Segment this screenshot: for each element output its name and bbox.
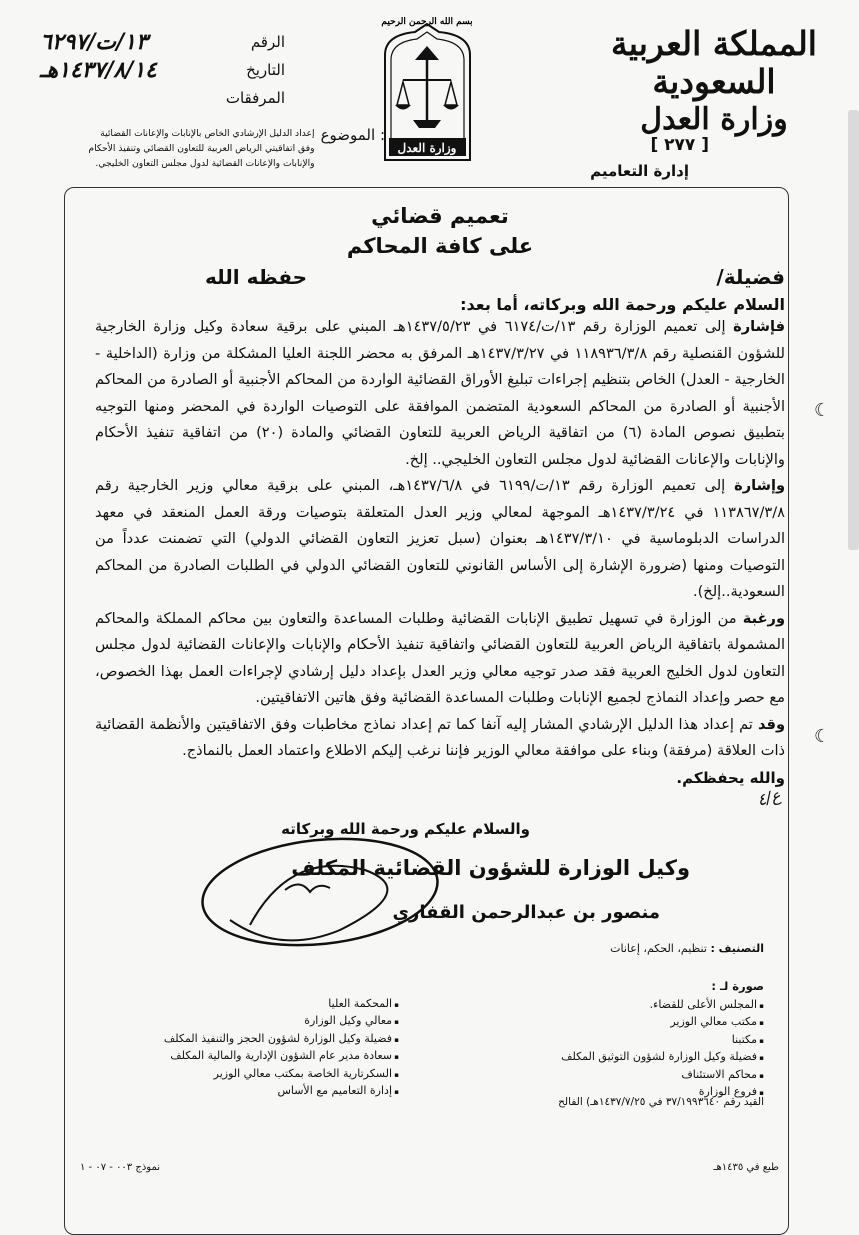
record-reference: القيد رقم ٣٧/١٩٩٣٦٤٠ في ١٤٣٧/٧/٢٥هـ) الفالح (558, 1096, 764, 1108)
paragraph-1 (95, 314, 785, 473)
signatory-name: منصور بن عبدالرحمن القفاري (392, 902, 660, 923)
list-item: ▪ مكتب معالي الوزير (464, 1014, 764, 1032)
subject-text: إعداد الدليل الإرشادي الخاص بالإنابات والإعانات القضائية وفق اتفاقيتي الرياض العربية للتعاون القضائي وتنفيذ الأحكام والإنابات والإعانات القضائية لدول مجلس التعاون الخليجي. (88, 128, 315, 169)
paragraph-4-lead: وقد (757, 715, 786, 733)
page-edge (848, 110, 859, 550)
letter-body (95, 195, 785, 787)
greeting: السلام عليكم ورحمة الله وبركاته، أما بعد: (460, 295, 785, 314)
title-line-1: تعميم قضائي (371, 204, 509, 228)
paragraph-1-text: إلى تعميم الوزارة رقم ١٣/ت/٦١٧٤ في ١٤٣٧/٥/٢٣هـ المبني على برقية سعادة وكيل وزارة الخارجية للشؤون القنصلية رقم ١١٨٩٣٦/٣/٨ في ١٤٣٧/٣/٢٧هـ المرفق به محضر اللجنة العليا المشكلة من وزارة (الداخلية - الخارجية - العدل) الخاص بتنظيم إجراءات تبليغ الأوراق القضائية الواردة من المحاكم الأجنبية أو الصادرة من المحاكم الأجنبية أو الصادرة من المحاكم السعودية المتضمن الموافقة على التوصيات الواردة في المحضر ومنها التوجيه بتطبيق نصوص المادة (٦) من اتفاقية الرياض العربية للتعاون القضائي والمادة (٢٠) من اتفاقية تنفيذ الأحكام والإنابات والإعانات القضائية لدول مجلس التعاون الخليجي.. إلخ. (95, 318, 786, 468)
signature-scribble-icon (190, 830, 450, 960)
classification-label: التصنيف : (710, 942, 764, 955)
list-item: ▪ إدارة التعاميم مع الأساس (119, 1083, 399, 1101)
circular-title (95, 201, 785, 261)
paragraph-2 (95, 473, 785, 606)
circular-number: [ ٢٧٧ ] (650, 135, 709, 155)
copies-left-list (119, 978, 399, 1101)
title-line-2: على كافة المحاكم (346, 234, 534, 258)
date-row (40, 56, 285, 84)
attachments-label: المرفقات (225, 89, 285, 107)
crescent-icon: ☾ (814, 400, 831, 421)
emblem-caption: وزارة العدل (397, 141, 457, 155)
classification (610, 942, 764, 955)
reference-row (40, 28, 285, 56)
reference-value: ١٣/ت/٦٢٩٧ (40, 29, 148, 55)
classification-value: تنظيم، الحكم، إعانات (610, 942, 707, 955)
salutation: فضيلة/ (716, 265, 785, 289)
paragraph-1-lead: فإشارة (733, 318, 786, 335)
salutation-end: حفظه الله (205, 265, 308, 289)
subject-label: الموضوع : (320, 126, 385, 144)
signature-peace: والسلام عليكم ورحمة الله وبركاته (281, 820, 530, 838)
list-item: ▪ المحكمة العليا (119, 996, 399, 1014)
crescent-icon: ☾ (814, 726, 831, 747)
salutation-row (95, 265, 785, 289)
reference-label: الرقم (250, 33, 285, 51)
kingdom-name: المملكة العربية السعودية (611, 24, 817, 101)
letterhead (0, 0, 859, 190)
paragraph-2-text: إلى تعميم الوزارة رقم ١٣/ت/٦١٩٩ في ١٤٣٧/٦/٨هـ، المبني على برقية معالي وزير الخارجية رقم ١١٣٨٦٧/٣/٨ في ١٤٣٧/٣/٢٤هـ الموجهة لمعالي وزير العدل المتعلقة بتوصيات ورقة العمل المنعقد في معهد الدراسات الدبلوماسية في ١٤٣٧/٣/١٠هـ بعنوان (سبل تعزيز التعاون القضائي الدولي) التي تضمنت عدداً من التوصيات ومنها (ضرورة الإشارة إلى الأساس القانوني للتعاون القضائي الدولي في الطلبات الصادرة من المحاكم السعودية..إلخ). (95, 477, 786, 600)
paragraph-3-text: من الوزارة في تسهيل تطبيق الإنابات القضائية وطلبات المساعدة والتعاون بين محاكم المملكة والمحاكم المشمولة باتفاقية الرياض العربية للتعاون القضائي واتفاقية تنفيذ الأحكام والإنابات والإعانات القضائية لدول مجلس التعاون لدول الخليج العربية فقد صدر توجيه معالي وزير العدل بإعداد دليل إرشادي لإجراءات العمل بهذا الخصوص، مع حصر وإعداد النماذج لجميع الإنابات وطلبات المساعدة القضائية وفق هاتين الاتفاقيتين. (95, 609, 785, 706)
copies-header: صورة لـ : (711, 979, 764, 993)
paragraph-4-text: تم إعداد هذا الدليل الإرشادي المشار إليه آنفا كما تم إعداد نماذج مخاطبات وفق الاتفاقيتين والأنظمة القضائية ذات العلاقة (مرفقة) وبناء على موافقة معالي الوزير فإننا نرغب إليكم الاطلاع واعتماد العمل بالنماذج. (95, 715, 785, 759)
attachments-row (40, 84, 285, 112)
signatory-title: وكيل الوزارة للشؤون القضائية المكلف (291, 856, 690, 880)
letterhead-title (589, 25, 839, 139)
date-label: التاريخ (246, 61, 285, 79)
subject-block (85, 126, 385, 171)
list-item: ▪ سعادة مدير عام الشؤون الإدارية والمالية المكلف (119, 1048, 399, 1066)
date-value: ١٤٣٧/٨/١٤هـ (40, 57, 157, 83)
paragraph-3-lead: ورغبة (742, 609, 786, 627)
department-name: إدارة التعاميم (590, 162, 689, 180)
margin-note: ع/٤ (754, 785, 783, 810)
spacer (119, 978, 399, 996)
basmala-text: بسم الله الرحمن الرحيم (381, 17, 473, 27)
reference-block (40, 28, 285, 112)
list-item: ▪ المجلس الأعلى للقضاء. (464, 997, 764, 1015)
paragraph-3 (95, 606, 785, 712)
list-item: ▪ مكتبنا (464, 1032, 764, 1050)
paragraph-2-lead: وإشارة (734, 477, 786, 494)
list-item: ▪ فروع الوزارة (464, 1084, 764, 1102)
copies-right-list (464, 978, 764, 1102)
footer-form-number: نموذج ٠٠٣ - ٠٧ - ١ (80, 1162, 161, 1173)
list-item: ▪ فضيلة وكيل الوزارة لشؤون الحجز والتنفيذ المكلف (119, 1031, 399, 1049)
footer-printed: طبع في ١٤٣٥هـ (713, 1162, 779, 1173)
list-item: ▪ فضيلة وكيل الوزارة لشؤون التوثيق المكلف (464, 1049, 764, 1067)
ministry-emblem-icon (375, 10, 480, 170)
ministry-name: وزارة العدل (640, 102, 788, 137)
list-item: ▪ معالي وكيل الوزارة (119, 1013, 399, 1031)
list-item: ▪ محاكم الاستئناف (464, 1067, 764, 1085)
list-item: ▪ السكرتارية الخاصة بمكتب معالي الوزير (119, 1066, 399, 1084)
closing: والله يحفظكم. (676, 768, 785, 787)
paragraph-4 (95, 712, 785, 765)
